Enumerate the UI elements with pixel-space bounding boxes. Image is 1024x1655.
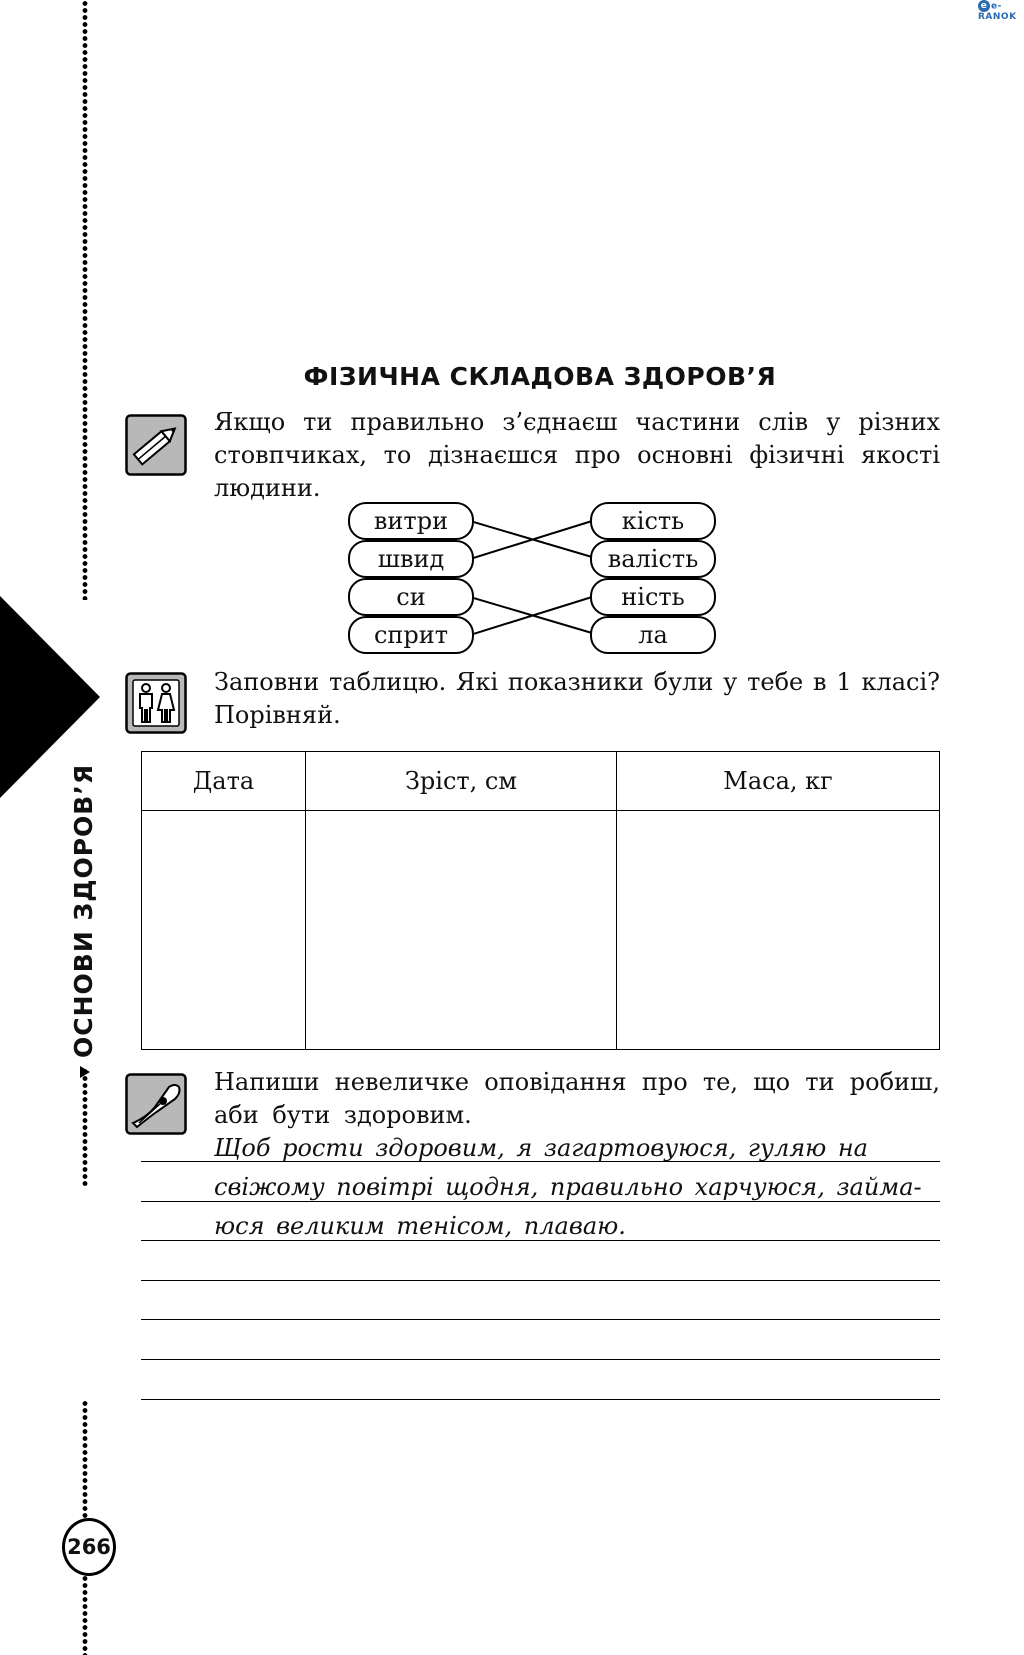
pen-nib-icon	[125, 1073, 187, 1135]
writing-line[interactable]	[141, 1359, 940, 1360]
task2-instructions: Заповни таблицю. Які показники були у тебе в 1 класі? Порівняй.	[214, 668, 940, 729]
table-header-date: Дата	[142, 752, 306, 811]
arrow-right-icon	[78, 1065, 92, 1079]
writing-line[interactable]	[141, 1161, 940, 1162]
people-icon	[125, 672, 187, 734]
table-header-height: Зріст, см	[306, 752, 617, 811]
word-part-right[interactable]: кість	[590, 502, 716, 540]
table-cell-height[interactable]	[306, 811, 617, 1050]
measurements-table	[141, 751, 940, 1050]
answer-line: юся великим тенісом, плаваю.	[214, 1212, 626, 1240]
task1-instructions: Якщо ти правильно з’єднаєш частини слів у різних стовпчиках, то дізнаєшся про основні фізичні якості людини.	[214, 408, 940, 502]
table-cell-date[interactable]	[142, 811, 306, 1050]
word-part-left[interactable]: си	[348, 578, 474, 616]
section-title-vertical: ОСНОВИ ЗДОРОВ’Я	[69, 763, 98, 1058]
pencil-icon	[125, 414, 187, 476]
writing-line[interactable]	[141, 1201, 940, 1202]
word-part-right[interactable]: ність	[590, 578, 716, 616]
table-row	[142, 811, 940, 1050]
dotted-rule-bottom	[82, 1400, 88, 1520]
task3-instructions: Напиши невеличке оповідання про те, що ти робиш, аби бути здоровим.	[214, 1068, 940, 1129]
dotted-rule-middle	[82, 1068, 88, 1188]
word-part-right[interactable]: ла	[590, 616, 716, 654]
dotted-rule-top	[82, 0, 88, 600]
writing-line[interactable]	[141, 1240, 940, 1241]
page-number: 266	[62, 1518, 116, 1576]
table-cell-weight[interactable]	[617, 811, 940, 1050]
table-header-row	[142, 752, 940, 811]
answer-line: свіжому повітрі щодня, правильно харчуюся, займа-	[214, 1173, 922, 1201]
matching-lines	[470, 505, 594, 635]
writing-line[interactable]	[141, 1280, 940, 1281]
word-part-left[interactable]: сприт	[348, 616, 474, 654]
word-part-right[interactable]: валість	[590, 540, 716, 578]
table-header-weight: Маса, кг	[617, 752, 940, 811]
dotted-rule-bottom-end	[82, 1575, 88, 1655]
word-part-left[interactable]: витри	[348, 502, 474, 540]
answer-line: Щоб рости здоровим, я загартовуюся, гуляю на	[214, 1134, 868, 1162]
page-title: ФІЗИЧНА СКЛАДОВА ЗДОРОВ’Я	[303, 362, 777, 391]
publisher-logo: e e-RANOK	[978, 1, 1017, 22]
writing-line[interactable]	[141, 1399, 940, 1400]
word-part-left[interactable]: швид	[348, 540, 474, 578]
writing-line[interactable]	[141, 1319, 940, 1320]
